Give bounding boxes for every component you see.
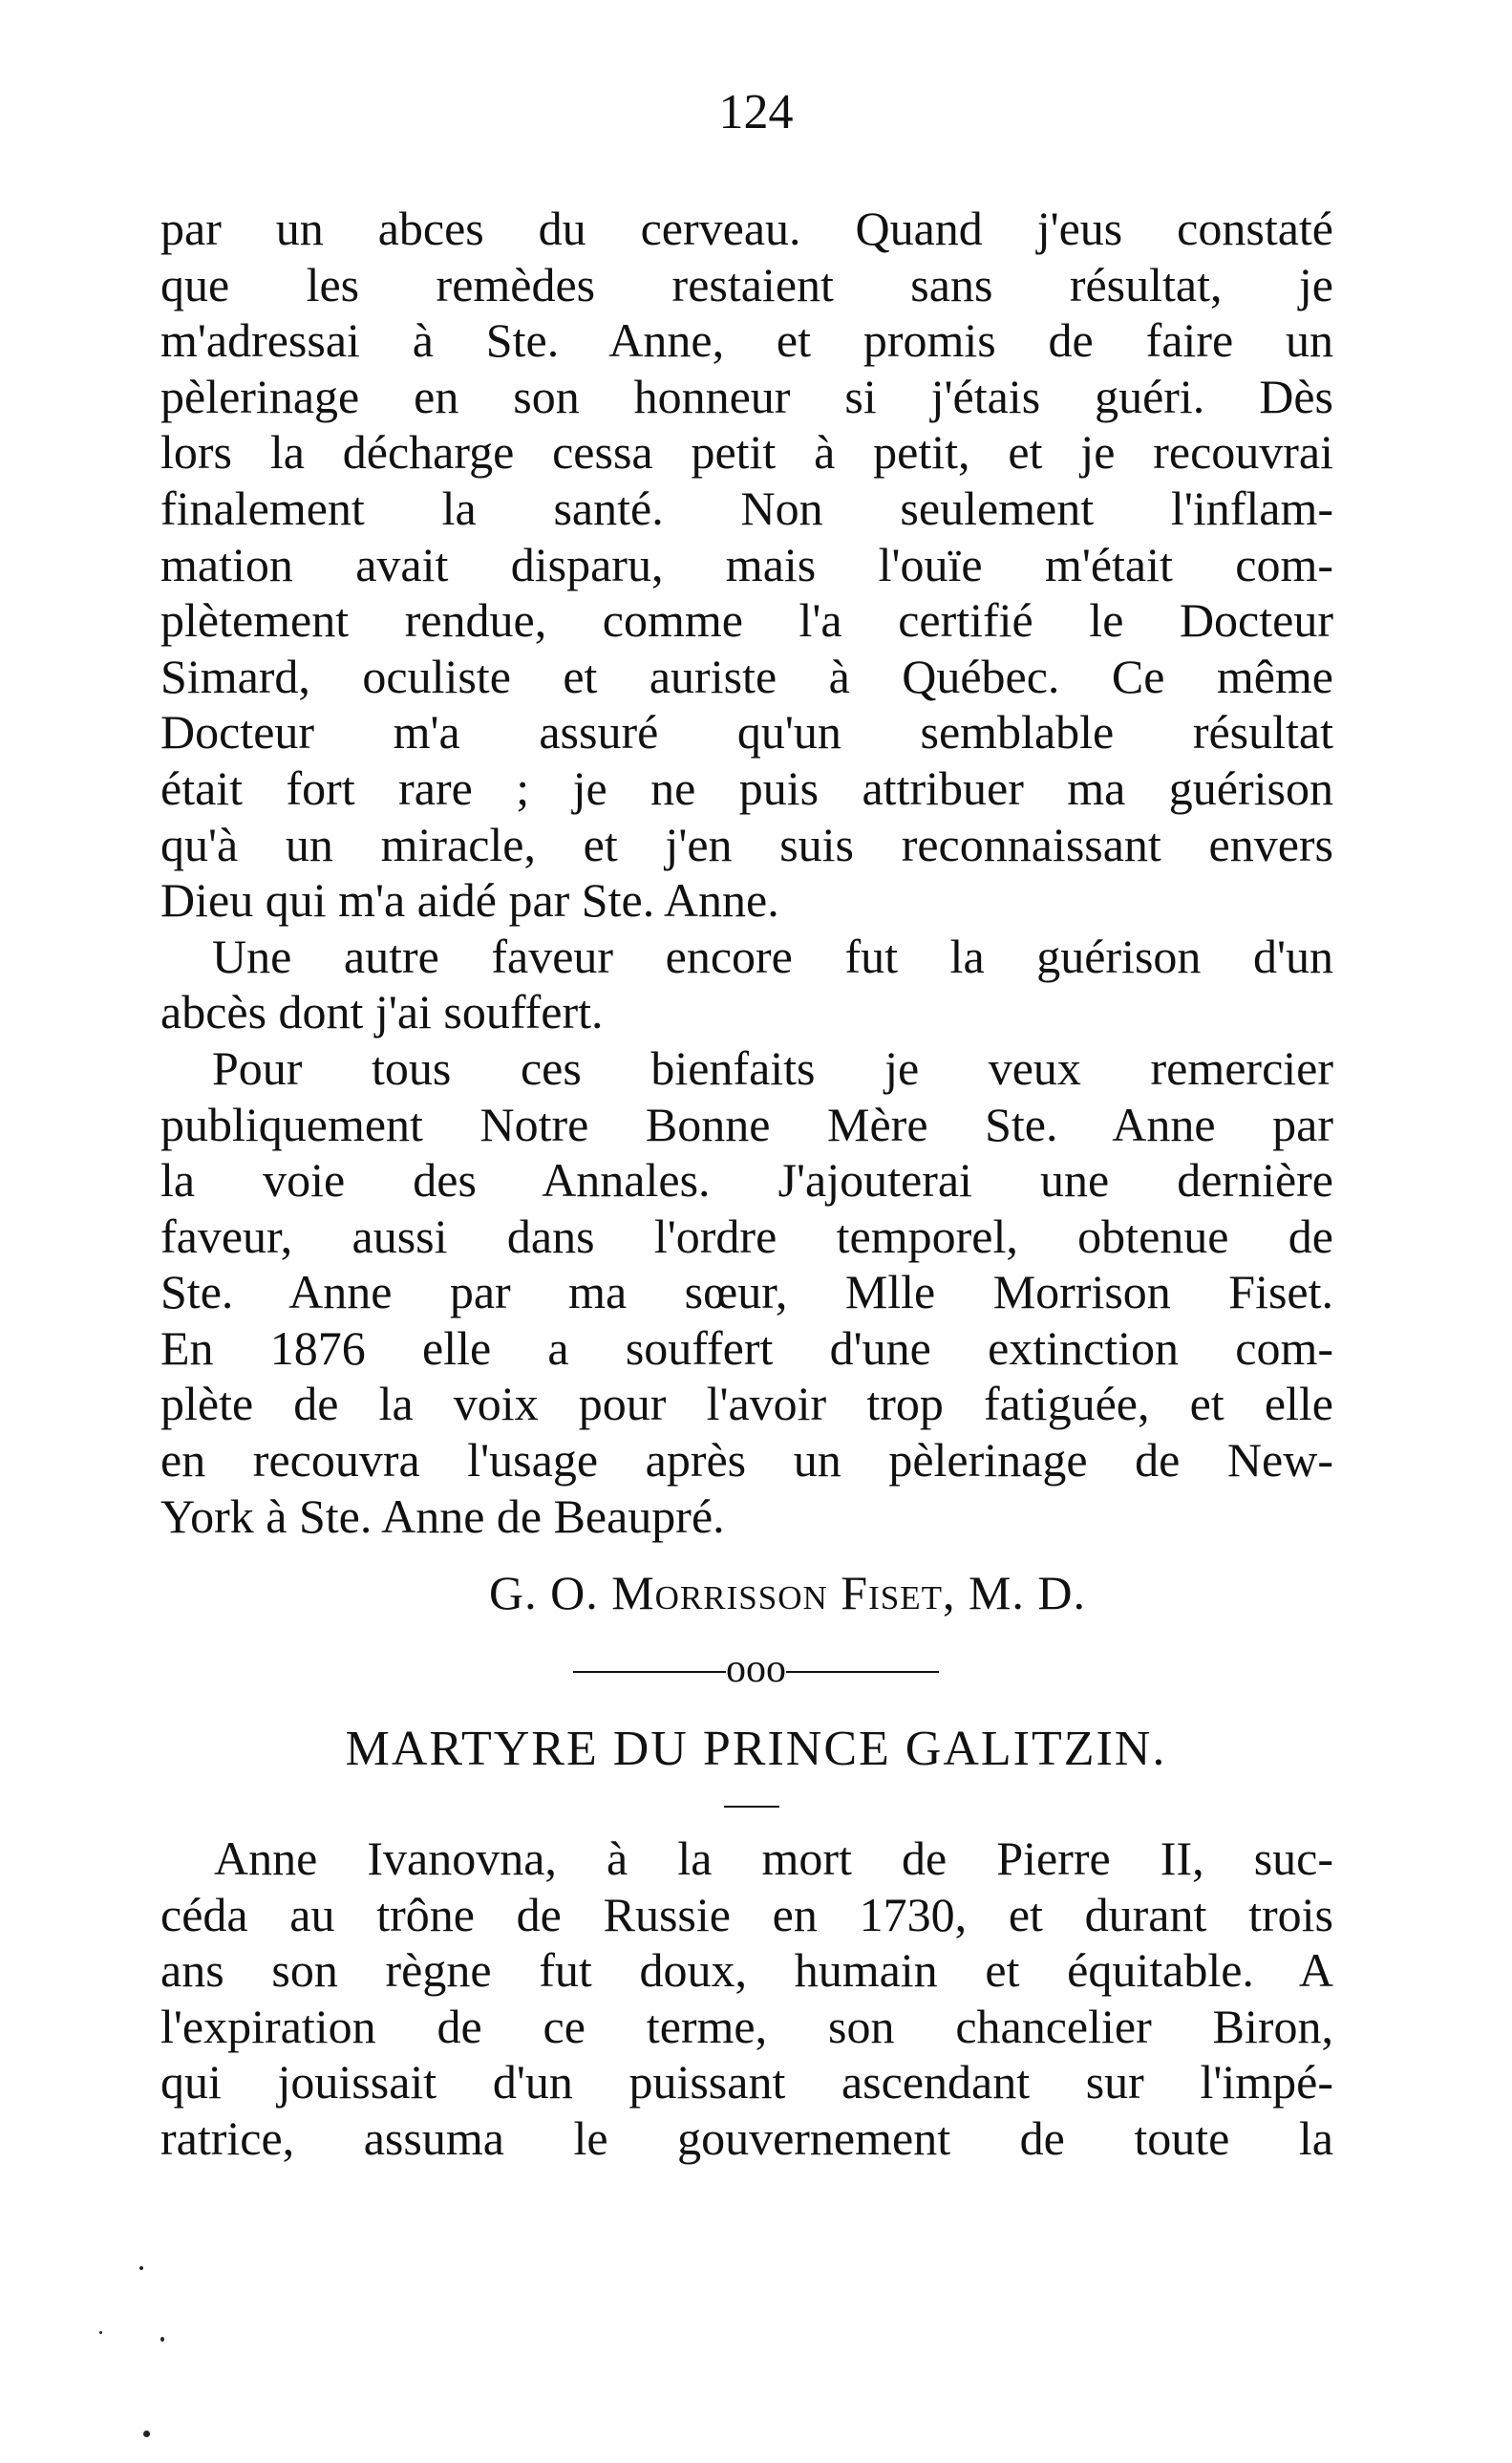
text-line: que les remèdes restaient sans résultat, je <box>160 257 1333 311</box>
text-line: publiquement Notre Bonne Mère Ste. Anne par <box>160 1097 1333 1151</box>
ink-speck <box>160 2337 164 2342</box>
text-line: pèlerinage en son honneur si j'étais guéri. Dès <box>160 369 1333 423</box>
separator-mark: ooo <box>726 1647 786 1691</box>
text-line: la voie des Annales. J'ajouterai une dernière <box>160 1153 1333 1208</box>
text-line: plètement rendue, comme l'a certifié le Docteur <box>160 593 1333 648</box>
text-line: m'adressai à Ste. Anne, et promis de faire un <box>160 313 1333 368</box>
text-line: En 1876 elle a souffert d'une extinction com- <box>160 1320 1333 1375</box>
separator-rule-right <box>786 1671 939 1673</box>
heading-dash <box>724 1806 779 1808</box>
text-line: plète de la voix pour l'avoir trop fatiguée, et elle <box>160 1377 1333 1431</box>
text-line: était fort rare ; je ne puis attribuer ma guérison <box>160 760 1333 815</box>
text-line: céda au trône de Russie en 1730, et durant trois <box>160 1887 1333 1941</box>
text-line: Docteur m'a assuré qu'un semblable résultat <box>160 705 1333 760</box>
text-line: qui jouissait d'un puissant ascendant sur l'impé- <box>160 2055 1333 2110</box>
text-line: Pour tous ces bienfaits je veux remercier <box>212 1040 1333 1095</box>
text-line: faveur, aussi dans l'ordre temporel, obtenue de <box>160 1209 1333 1263</box>
ink-speck <box>99 2331 102 2334</box>
text-line: Une autre faveur encore fut la guérison d'un <box>212 929 1333 983</box>
ink-speck <box>143 2431 150 2437</box>
text-line: lors la décharge cessa petit à petit, et je recouvrai <box>160 425 1333 480</box>
text-line: ans son règne fut doux, humain et équitable. A <box>160 1943 1333 1998</box>
text-line: York à Ste. Anne de Beaupré. <box>160 1489 725 1543</box>
text-line: l'expiration de ce terme, son chancelier Biron, <box>160 1999 1333 2053</box>
text-line: finalement la santé. Non seulement l'inflam- <box>160 481 1333 535</box>
separator-rule-left <box>573 1671 726 1673</box>
text-line: Simard, oculiste et auriste à Québec. Ce même <box>160 649 1333 703</box>
text-line: par un abces du cerveau. Quand j'eus constaté <box>160 202 1333 255</box>
signature: G. O. Morrisson Fiset, M. D. <box>489 1566 1087 1619</box>
text-line: abcès dont j'ai souffert. <box>160 985 604 1039</box>
text-line: qu'à un miracle, et j'en suis reconnaissant envers <box>160 817 1333 871</box>
text-line: Ste. Anne par ma sœur, Mlle Morrison Fiset. <box>160 1265 1333 1319</box>
section-separator <box>0 1645 1512 1693</box>
text-line: ratrice, assuma le gouvernement de toute la <box>160 2110 1333 2165</box>
section-heading: MARTYRE DU PRINCE GALITZIN. <box>345 1722 1167 1776</box>
article-text-bottom <box>160 1831 1333 2167</box>
text-line: en recouvra l'usage après un pèlerinage de New- <box>160 1433 1333 1488</box>
text-line: Anne Ivanovna, à la mort de Pierre II, suc- <box>214 1831 1333 1885</box>
page-number: 124 <box>718 85 794 139</box>
ink-speck <box>139 2266 143 2270</box>
text-line: mation avait disparu, mais l'ouïe m'était com- <box>160 537 1333 591</box>
text-line: Dieu qui m'a aidé par Ste. Anne. <box>160 873 779 928</box>
article-text-top <box>160 201 1333 1544</box>
